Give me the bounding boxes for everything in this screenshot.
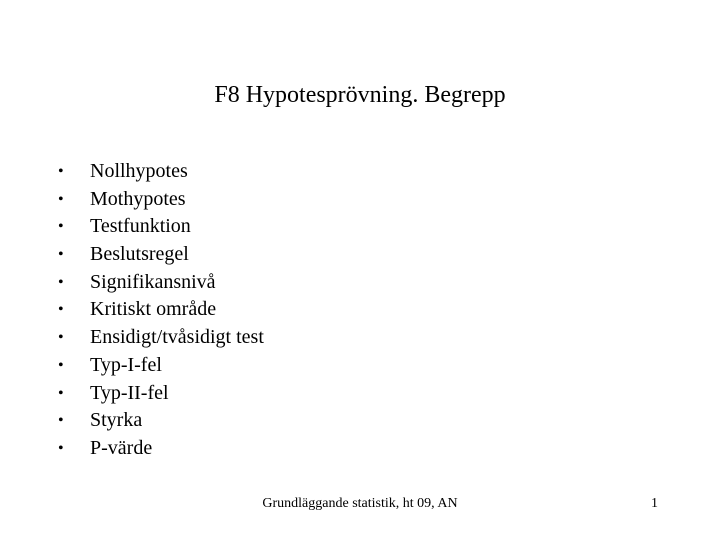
list-item-text: Typ-I-fel bbox=[90, 353, 162, 376]
list-item bbox=[58, 435, 264, 463]
list-item bbox=[58, 380, 264, 408]
bullet-icon: • bbox=[58, 246, 64, 264]
bullet-icon: • bbox=[58, 273, 64, 291]
list-item bbox=[58, 407, 264, 435]
list-item-text: Kritiskt område bbox=[90, 298, 217, 321]
list-item bbox=[58, 269, 264, 297]
bullet-icon: • bbox=[58, 439, 64, 457]
list-item-text: Ensidigt/tvåsidigt test bbox=[90, 326, 264, 349]
list-item bbox=[58, 186, 264, 214]
list-item-text: Mothypotes bbox=[90, 187, 186, 210]
page-number: 1 bbox=[651, 496, 658, 511]
list-item-text: Signifikansnivå bbox=[90, 270, 216, 293]
bullet-icon: • bbox=[58, 163, 64, 180]
bullet-icon: • bbox=[58, 412, 64, 430]
bullet-icon: • bbox=[58, 329, 64, 347]
slide-footer: Grundläggande statistik, ht 09, AN bbox=[262, 496, 458, 511]
bullet-icon: • bbox=[58, 301, 64, 319]
list-item bbox=[58, 213, 264, 241]
bullet-icon: • bbox=[58, 218, 64, 236]
bullet-icon: • bbox=[58, 190, 64, 208]
list-item bbox=[58, 158, 264, 186]
bullet-icon: • bbox=[58, 356, 64, 374]
list-item-text: Nollhypotes bbox=[90, 160, 188, 182]
list-item-text: P-värde bbox=[90, 436, 153, 459]
list-item bbox=[58, 296, 264, 324]
list-item-text: Beslutsregel bbox=[90, 243, 189, 266]
list-item-text: Testfunktion bbox=[90, 215, 191, 238]
list-item bbox=[58, 324, 264, 352]
list-item-text: Typ-II-fel bbox=[90, 381, 169, 404]
list-item-text: Styrka bbox=[90, 409, 143, 432]
list-item bbox=[58, 241, 264, 269]
list-item bbox=[58, 352, 264, 380]
bullet-list bbox=[58, 158, 264, 463]
bullet-icon: • bbox=[58, 384, 64, 402]
slide-title: F8 Hypotesprövning. Begrepp bbox=[214, 82, 506, 108]
